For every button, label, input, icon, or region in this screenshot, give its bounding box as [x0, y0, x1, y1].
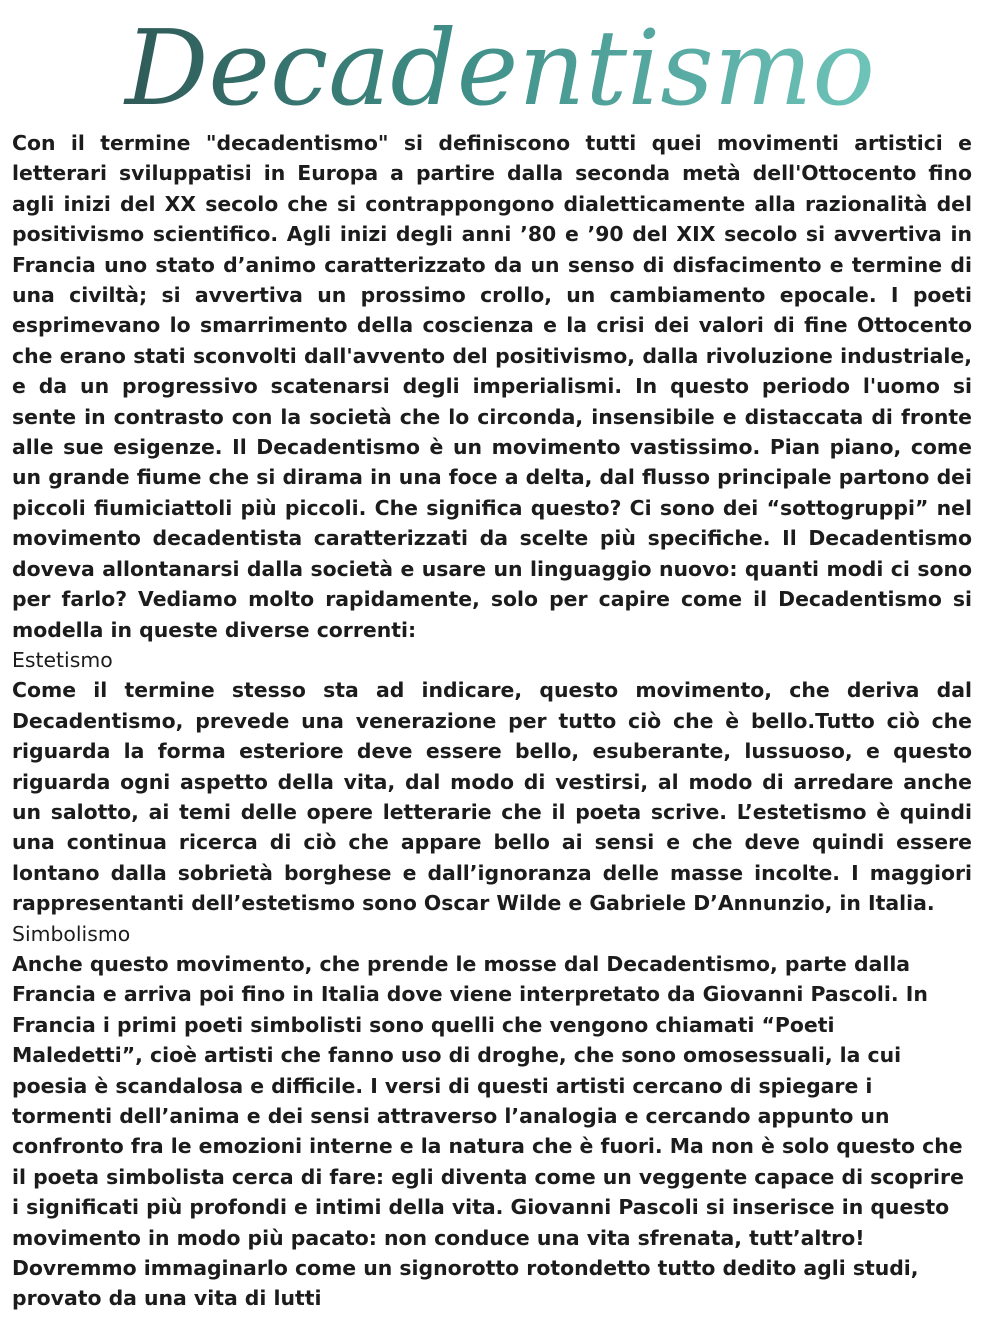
simbolismo-paragraph: Anche questo movimento, che prende le mosse dal Decadentismo, parte dalla Francia e arriva poi fino in Italia dove viene interpretato da Giovanni Pascoli. In Francia i primi poeti simbolisti sono quelli che vengono chiamati “Poeti Maledetti”, cioè artisti che fanno uso di droghe, che sono omosessuali, la cui poesia è scandalosa e difficile. I versi di questi artisti cercano di spiegare i tormenti dell’anima e dei sensi attraverso l’analogia e cercando appunto un confronto fra le emozioni interne e la natura che è fuori. Ma non è solo questo che il poeta simbolista cerca di fare: egli diventa come un veggente capace di scoprire i significati più profondi e intimi della vita. Giovanni Pascoli si inserisce in questo movimento in modo più pacato: non conduce una vita sfrenata, tutt’altro! Dovremmo immaginarlo come un signorotto rotondetto tutto dedito agli studi, provato da una vita di lutti — [12, 951, 964, 1311]
section-heading-simbolismo: Simbolismo — [12, 921, 131, 946]
estetismo-paragraph: Come il termine stesso sta ad indicare, questo movimento, che deriva dal Decadentismo, prevede una venerazione per tutto ciò che è bello.Tutto ciò che riguarda la forma esteriore deve essere bello, esuberante, lussuoso, e questo riguarda ogni aspetto della vita, dal modo di vestirsi, al modo di arredare anche un salotto, ai temi delle opere letterarie che il poeta scrive. L’estetismo è quindi una continua ricerca di ciò che appare bello ai sensi e che deve quindi essere lontano dalla sobrietà borghese e dall’ignoranza delle masse incolte. I maggiori rappresentanti dell’estetismo sono Oscar Wilde e Gabriele D’Annunzio, in Italia. — [12, 678, 972, 916]
page-title: Decadentismo — [125, 7, 875, 125]
title-graphic — [0, 0, 1000, 125]
title-banner — [0, 0, 1000, 125]
intro-paragraph: Con il termine "decadentismo" si definiscono tutti quei movimenti artistici e letterari sviluppatisi in Europa a partire dalla seconda metà dell'Ottocento fino agli inizi del XX secolo che si contrappongono dialetticamente alla razionalità del positivismo scientifico. Agli inizi degli anni ’80 e ’90 del XIX secolo si avvertiva in Francia uno stato d’animo caratterizzato da un senso di disfacimento e termine di una civiltà; si avvertiva un prossimo crollo, un cambiamento epocale. I poeti esprimevano lo smarrimento della coscienza e la crisi dei valori di fine Ottocento che erano stati sconvolti dall'avvento del positivismo, dalla rivoluzione industriale, e da un progressivo scatenarsi degli imperialismi. In questo periodo l'uomo si sente in contrasto con la società che lo circonda, insensibile e distaccata di fronte alle sue esigenze. Il Decadentismo è un movimento vastissimo. Pian piano, come un grande fiume che si dirama in una foce a delta, dal flusso principale partono dei piccoli fiumiciattoli più piccoli. Che significa questo? Ci sono dei “sottogruppi” nel movimento decadentista caratterizzati da scelte più specifiche. Il Decadentismo doveva allontanarsi dalla società e usare un linguaggio nuovo: quanti modi ci sono per farlo? Vediamo molto rapidamente, solo per capire come il Decadentismo si modella in queste diverse correnti: — [12, 131, 972, 642]
section-heading-estetismo: Estetismo — [12, 647, 113, 672]
article-body — [12, 128, 972, 1314]
